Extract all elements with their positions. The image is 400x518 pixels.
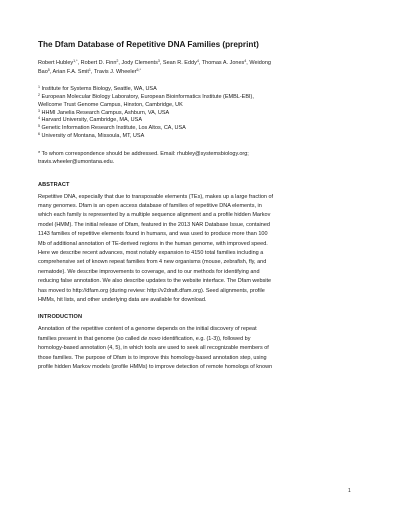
abstract-line: model (HMM). The initial release of Dfam, featured in the 2013 NAR Database Issue, contained — [38, 221, 270, 228]
author-affiliation-mark: 2 — [116, 58, 119, 63]
introduction-line — [38, 363, 364, 372]
affiliation-line — [38, 125, 364, 133]
text-run: , Travis J. Wheeler — [90, 68, 137, 75]
text-run: , Weidong — [246, 60, 271, 66]
paper-page — [38, 40, 364, 381]
text-run: identification, e.g. (1-3)), followed by — [160, 335, 251, 342]
introduction-line — [38, 354, 364, 363]
abstract-body — [38, 193, 364, 306]
author-affiliation-mark: 5 — [47, 67, 50, 72]
author-affiliation-mark: 6,* — [136, 67, 141, 72]
affiliation-number: 5 — [38, 123, 40, 128]
text-run: Annotation of the repetitive content of a genome depends on the initial discovery of repeat — [38, 326, 257, 333]
author-line — [38, 59, 364, 68]
author-list — [38, 59, 364, 76]
introduction-heading: INTRODUCTION — [38, 314, 83, 321]
abstract-line: Here we describe recent advances, most notably expansion to 4150 total families including a — [38, 250, 264, 257]
author-affiliation-mark: 3 — [157, 58, 160, 63]
affiliation-number: 6 — [38, 131, 40, 136]
text-run: , Arian F.A. Smit — [49, 68, 89, 75]
affiliation-line — [38, 86, 364, 94]
abstract-line: which each family is represented by a multiple sequence alignment and a profile hidden Markov — [38, 212, 271, 219]
text-run: Bao — [38, 68, 48, 75]
text-run: , Sean R. Eddy — [159, 60, 197, 66]
author-affiliation-mark: 4 — [244, 58, 247, 63]
abstract-line: Repetitive DNA, especially that due to transposable elements (TEs), makes up a large fraction of — [38, 193, 274, 200]
abstract-line: has moved to http://dfam.org (during review: http://v2draft.dfam.org). Seed alignments, profile — [38, 287, 265, 294]
correspondence-line: travis.wheeler@umontana.edu. — [38, 159, 115, 166]
affiliation-number: 4 — [38, 116, 40, 121]
text-run: families present in that genome (so called — [38, 335, 142, 342]
affiliation-text: Institute for Systems Biology, Seattle, WA, USA — [41, 86, 157, 93]
affiliation-line — [38, 94, 364, 102]
affiliation-text: HHMI Janelia Research Campus, Ashburn, VA, USA — [41, 109, 170, 116]
abstract-line: 1143 families of repetitive elements found in humans, and was used to produce more than 100 — [38, 231, 268, 238]
paper-title: The Dfam Database of Repetitive DNA Families (preprint) — [38, 40, 259, 49]
abstract-line: reducing false annotation. We also describe updates to the website interface. The Dfam website — [38, 278, 272, 285]
affiliation-text: University of Montana, Missoula, MT, USA — [41, 132, 145, 139]
abstract-line: HMMs, hit lists, and other underlying data are available for download. — [38, 297, 207, 304]
affiliation-text: Harvard University, Cambridge, MA, USA — [41, 117, 142, 124]
introduction-line — [38, 344, 364, 353]
affiliation-list — [38, 86, 364, 141]
author-affiliation-mark: 1,* — [73, 58, 78, 63]
affiliation-number: 3 — [38, 108, 40, 113]
author-affiliation-mark: 4 — [196, 58, 199, 63]
affiliation-number: 1 — [38, 85, 40, 89]
abstract-heading: ABSTRACT — [38, 181, 70, 188]
text-run: profile hidden Markov models (profile HMMs) to improve detection of remote homologs of known — [38, 364, 273, 371]
abstract-line: comprehensive set of known repeat families from 4 new organisms (mouse, zebrafish, fly, and — [38, 259, 267, 266]
text-run: Robert Hubley — [38, 60, 74, 66]
introduction-line — [38, 325, 364, 334]
correspondence-line: * To whom correspondence should be addressed. Email: rhubley@systemsbiology.org; — [38, 150, 249, 157]
text-run: those families. The purpose of Dfam is to improve this homology-based annotation step, using — [38, 354, 267, 361]
abstract-line: many genomes. Dfam is an open access database of families of repetitive DNA elements, in — [38, 202, 262, 209]
introduction-body — [38, 325, 364, 372]
text-run: , Jody Clements — [118, 60, 158, 66]
correspondence-note — [38, 150, 364, 167]
text-run: homology-based annotation (4, 5), in which tools are used to seek all recognizable members of — [38, 345, 269, 352]
page-number: 1 — [348, 488, 351, 494]
abstract-line: Mb of additional annotation of TE-derived regions in the human genome, with improved speed. — [38, 240, 268, 247]
affiliation-number: 2 — [38, 92, 40, 97]
affiliation-text: European Molecular Biology Laboratory, European Bioinformatics Institute (EMBL-EBI), — [41, 93, 254, 100]
affiliation-text: Wellcome Trust Genome Campus, Hinxton, Cambridge, UK — [38, 101, 183, 108]
author-line — [38, 68, 364, 77]
affiliation-line — [38, 117, 364, 125]
text-run: , Thomas A. Jones — [198, 60, 245, 66]
text-run: , Robert D. Finn — [77, 60, 117, 66]
affiliation-line — [38, 133, 364, 141]
introduction-line — [38, 335, 364, 344]
author-affiliation-mark: 1 — [88, 67, 91, 72]
abstract-line: nematode). We describe improvements to coverage, and to our methods for identifying and — [38, 268, 260, 275]
affiliation-text: Genetic Information Research Institute, Los Altos, CA, USA — [41, 125, 186, 132]
italic-term: de novo — [141, 335, 161, 342]
